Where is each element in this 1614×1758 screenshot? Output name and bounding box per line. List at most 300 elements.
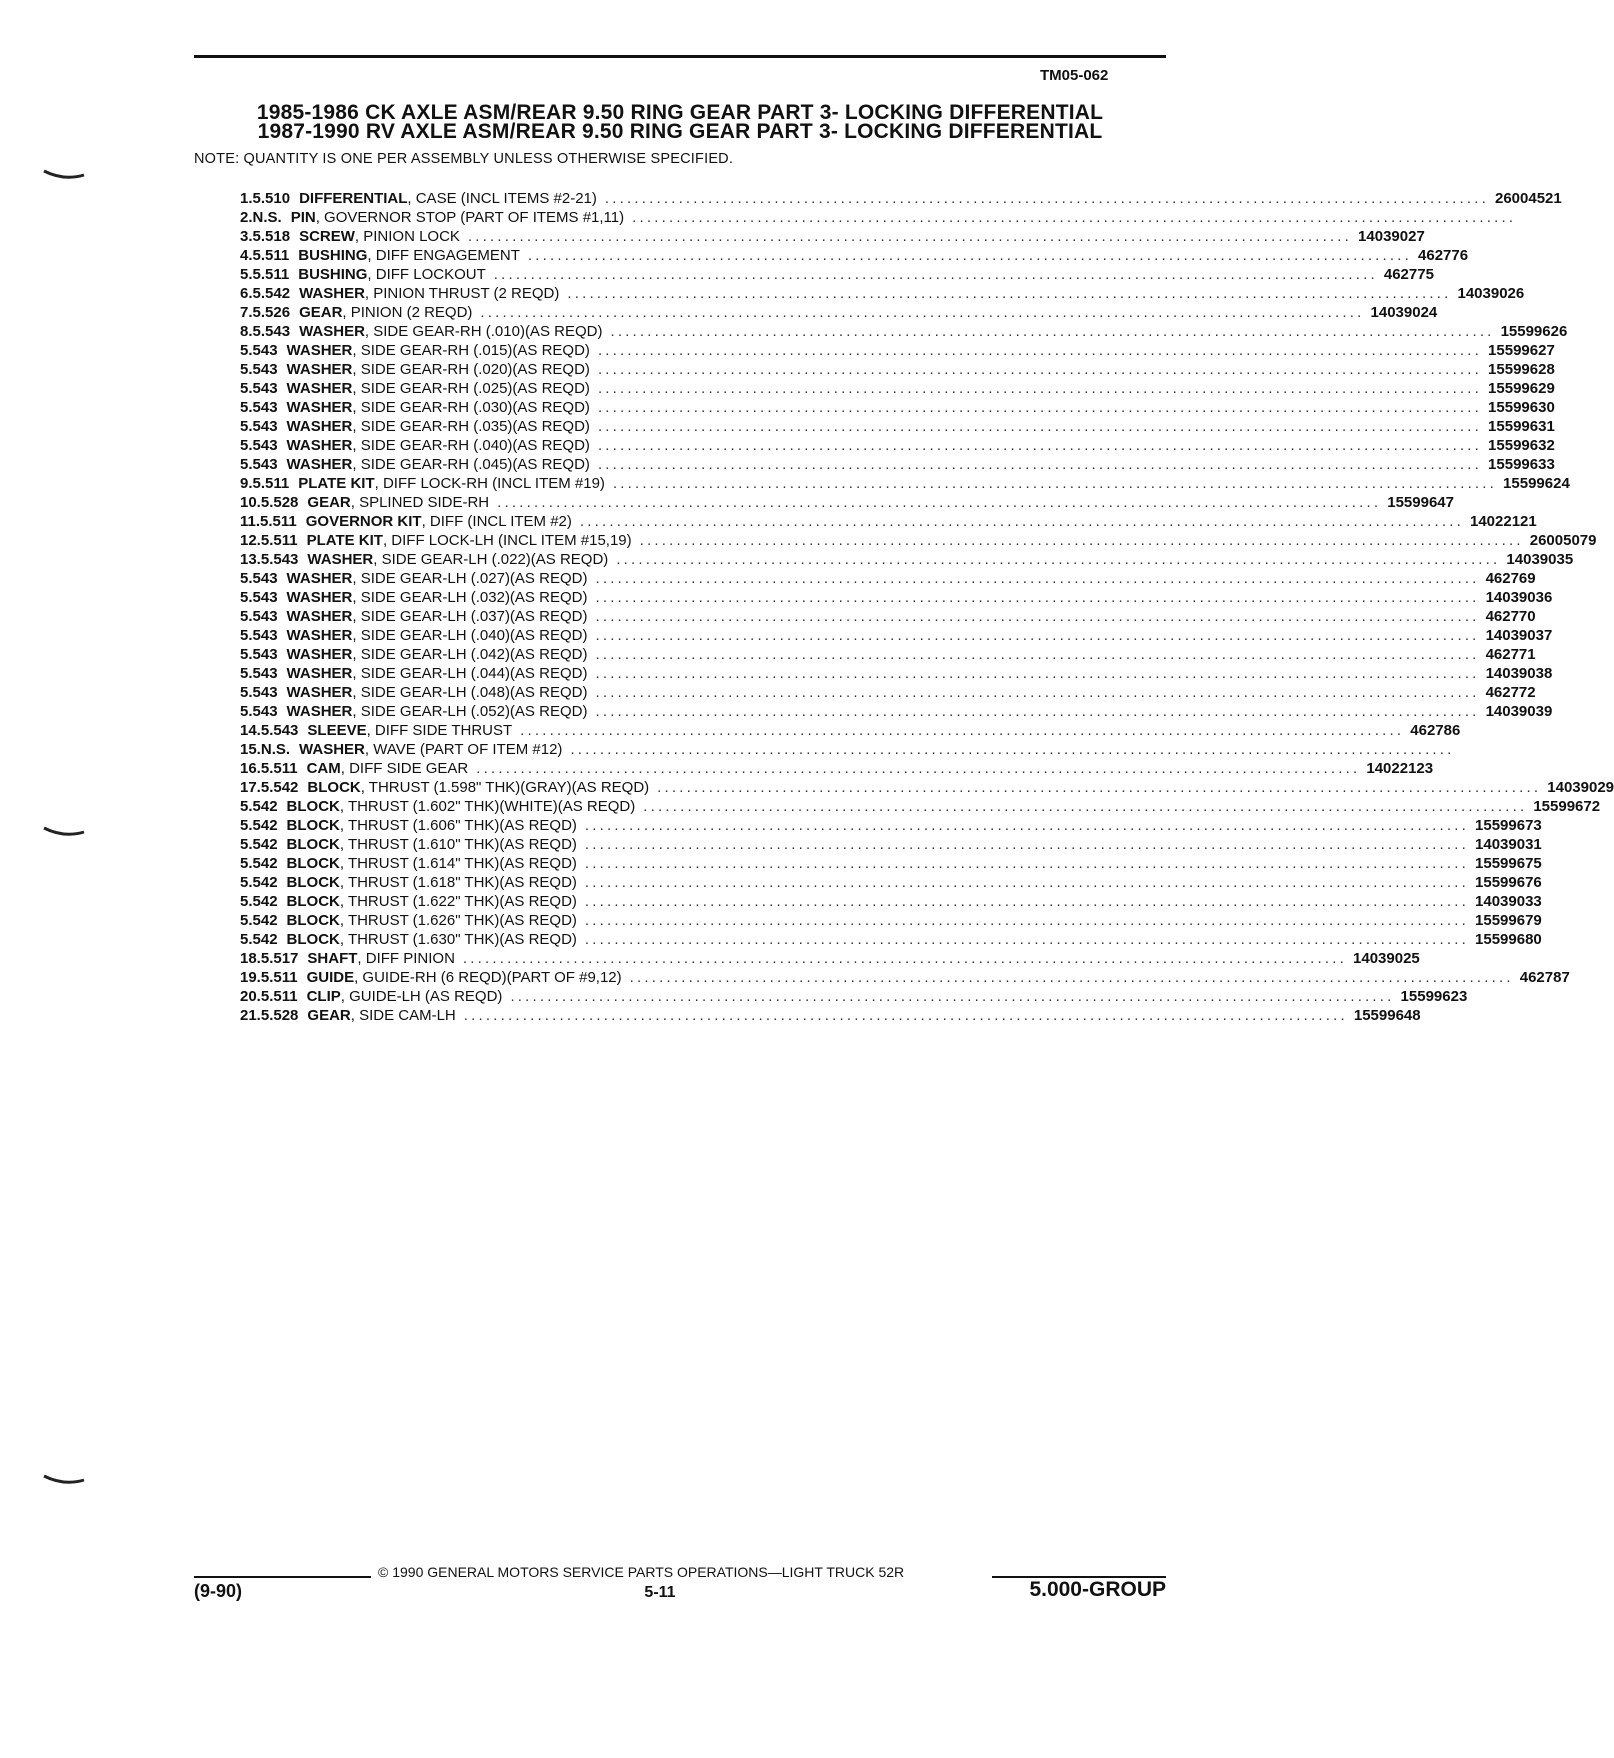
part-description [287,873,1475,892]
part-description [299,284,1457,303]
part-row [240,835,1542,854]
group-number: 5.511 [252,247,290,264]
part-row [240,721,1461,740]
doc-code: TM05-062 [1040,67,1109,84]
group-number: 5.543 [240,361,278,378]
revision-date: (9-90) [194,1581,243,1601]
dot-leader: ........................................................................................................................ [595,646,1480,663]
part-detail: , SIDE GEAR-RH (.010)(AS REQD) [364,323,603,340]
part-row [240,284,1525,303]
part-detail: , SIDE GEAR-LH (.027)(AS REQD) [352,570,588,587]
part-detail: , GOVERNOR STOP (PART OF ITEMS #1,11) [315,209,625,226]
item-number: 19. [240,969,261,986]
dot-leader: ........................................................................................................................ [584,931,1470,948]
part-row [240,417,1555,436]
dot-leader: ........................................................................................................................ [567,285,1452,302]
part-name: SCREW [299,228,355,245]
dot-leader: ........................................................................................................................ [584,912,1470,929]
part-detail: , SIDE GEAR-LH (.040)(AS REQD) [352,627,588,644]
part-detail: , CASE (INCL ITEMS #2-21) [407,190,597,207]
part-number: 14039025 [1353,950,1420,967]
part-name: WASHER [286,437,353,454]
item-number: 7. [240,304,253,321]
part-number: 15599626 [1500,323,1568,340]
part-description [307,968,1520,987]
part-description [287,683,1486,702]
part-detail: , THRUST (1.630" THK)(AS REQD) [339,931,577,948]
group-number: 5.511 [252,475,290,492]
part-name: BLOCK [286,931,340,948]
dot-leader: ........................................................................................................................ [597,437,1483,454]
part-number: 26005079 [1529,532,1597,549]
part-description [287,664,1486,683]
group-number: 5.511 [260,969,298,986]
footer-rule-left [194,1576,371,1578]
part-detail: , WAVE (PART OF ITEM #12) [364,741,563,758]
dot-leader: ........................................................................................................................ [520,722,1405,739]
dot-leader: ........................................................................................................................ [579,513,1464,530]
part-name: WASHER [286,399,353,416]
part-row [240,265,1434,284]
group-number: 5.542 [240,855,278,872]
part-description [299,322,1501,341]
top-rule [194,55,1166,58]
part-number: 14039035 [1506,551,1574,568]
part-number: 462776 [1418,247,1469,264]
item-number: 11. [240,513,261,530]
part-description [307,1006,1353,1025]
dot-leader: ........................................................................................................................ [597,361,1483,378]
part-name: CAM [306,760,341,777]
part-description [307,550,1506,569]
part-number: 15599676 [1475,874,1542,891]
group-number: 5.542 [252,285,291,302]
part-description [299,740,1461,759]
part-description [299,303,1370,322]
dot-leader: ........................................................................................................................ [597,418,1483,435]
group-number: 5.543 [240,627,278,644]
group-number: 5.543 [252,323,291,340]
part-name: GOVERNOR KIT [305,513,422,530]
part-row [240,1006,1421,1025]
item-number: 8. [240,323,253,340]
part-number: 15599679 [1475,912,1542,929]
part-row [240,455,1555,474]
part-description [287,797,1534,816]
part-detail: , DIFF LOCKOUT [367,266,486,283]
group-number: 5.526 [252,304,291,321]
part-description [287,379,1489,398]
part-description [287,588,1486,607]
part-row [240,474,1570,493]
dot-leader: ........................................................................................................................ [584,893,1470,910]
group-number: 5.542 [240,874,278,891]
dot-leader: ........................................................................................................................ [595,570,1480,587]
part-description [298,246,1418,265]
part-name: WASHER [286,703,353,720]
part-number: 15599633 [1488,456,1555,473]
part-detail: , SIDE GEAR-RH (.040)(AS REQD) [352,437,590,454]
part-row [240,968,1570,987]
dot-leader: ........................................................................................................................ [497,494,1382,511]
part-detail: , THRUST (1.618" THK)(AS REQD) [339,874,577,891]
part-description [287,702,1486,721]
part-row [240,341,1555,360]
item-number: 5. [240,266,253,283]
part-row [240,930,1542,949]
group-number: 5.543 [240,342,278,359]
dot-leader: ........................................................................................................................ [467,228,1353,245]
part-description [287,854,1475,873]
part-row [240,322,1568,341]
part-name: GEAR [307,494,351,511]
dot-leader: ........................................................................................................................ [616,551,1501,568]
part-number: 14039026 [1457,285,1525,302]
part-name: DIFFERENTIAL [299,190,408,207]
part-name: WASHER [286,361,353,378]
dot-leader: ........................................................................................................................ [584,855,1470,872]
item-number: 20. [240,988,261,1005]
group-number: 5.543 [240,646,278,663]
part-description [307,987,1401,1006]
part-detail: , PINION (2 REQD) [342,304,473,321]
part-number: 14039039 [1485,703,1553,720]
part-number: 462770 [1485,608,1536,625]
binder-hole-mark [42,1474,86,1484]
part-detail: , SIDE GEAR-LH (.022)(AS REQD) [373,551,609,568]
part-row [240,873,1542,892]
item-number: 17. [240,779,261,796]
binder-hole-mark [42,826,86,836]
part-row [240,303,1438,322]
part-name: BLOCK [286,855,340,872]
part-name: BLOCK [286,817,340,834]
quantity-note: NOTE: QUANTITY IS ONE PER ASSEMBLY UNLESS OTHERWISE SPECIFIED. [194,151,734,167]
part-detail: , SIDE GEAR-RH (.030)(AS REQD) [352,399,590,416]
part-row [240,398,1555,417]
group-number: 5.528 [260,1007,299,1024]
part-name: WASHER [286,342,353,359]
group-number: 5.518 [252,228,291,245]
part-number: 15599675 [1475,855,1542,872]
part-description [287,645,1486,664]
group-number: 5.517 [260,950,299,967]
part-detail: , SIDE GEAR-RH (.025)(AS REQD) [352,380,590,397]
part-row [240,778,1614,797]
part-row [240,379,1555,398]
group-number: N.S. [252,209,282,226]
part-number: 462787 [1519,969,1570,986]
part-row [240,664,1553,683]
item-number: 3. [240,228,253,245]
part-detail: , SIDE GEAR-LH (.042)(AS REQD) [352,646,588,663]
part-description [287,436,1489,455]
item-number: 6. [240,285,253,302]
part-row [240,816,1542,835]
dot-leader: ........................................................................................................................ [480,304,1365,321]
part-row [240,683,1536,702]
part-number: 14039038 [1485,665,1553,682]
dot-leader: ........................................................................................................................ [597,456,1483,473]
part-detail: , SIDE GEAR-RH (.045)(AS REQD) [352,456,590,473]
part-row [240,987,1468,1006]
item-number: 1. [240,190,253,207]
dot-leader: ........................................................................................................................ [510,988,1395,1005]
page-title-line-2: 1987-1990 RV AXLE ASM/REAR 9.50 RING GEAR PART 3- LOCKING DIFFERENTIAL [257,120,1103,143]
dot-leader: ........................................................................................................................ [595,665,1480,682]
part-number: 15599623 [1400,988,1468,1005]
part-row [240,702,1553,721]
part-name: PLATE KIT [306,532,383,549]
part-name: BLOCK [286,836,340,853]
part-name: BLOCK [307,779,361,796]
group-number: N.S. [260,741,291,758]
part-description [287,341,1489,360]
group-number: 5.543 [240,399,278,416]
item-number: 21. [240,1007,261,1024]
part-number: 26004521 [1495,190,1562,207]
part-name: WASHER [286,456,353,473]
part-number: 14039029 [1547,779,1614,796]
item-number: 15. [240,741,261,758]
dot-leader: ........................................................................................................................ [584,836,1470,853]
dot-leader: ........................................................................................................................ [639,532,1524,549]
dot-leader: ........................................................................................................................ [570,741,1455,758]
group-number: 5.543 [240,665,278,682]
part-detail: , SIDE GEAR-LH (.052)(AS REQD) [352,703,588,720]
part-row [240,189,1562,208]
page-number: 5-11 [644,1584,676,1601]
part-name: WASHER [307,551,374,568]
part-description [291,208,1523,227]
dot-leader: ........................................................................................................................ [595,589,1480,606]
part-description [287,417,1489,436]
dot-leader: ........................................................................................................................ [610,323,1495,340]
part-row [240,949,1420,968]
part-row [240,740,1455,759]
group-number: 5.542 [240,836,278,853]
part-detail: , SIDE GEAR-LH (.048)(AS REQD) [352,684,588,701]
part-name: SHAFT [307,950,358,967]
part-number: 462786 [1410,722,1461,739]
part-row [240,436,1555,455]
dot-leader: ........................................................................................................................ [476,760,1361,777]
dot-leader: ........................................................................................................................ [595,684,1480,701]
part-detail: , THRUST (1.610" THK)(AS REQD) [339,836,577,853]
part-number: 15599627 [1488,342,1555,359]
part-row [240,626,1553,645]
part-name: WASHER [286,589,353,606]
dot-leader: ........................................................................................................................ [597,380,1483,397]
group-number: 5.543 [240,380,278,397]
part-name: CLIP [306,988,341,1005]
part-name: WASHER [286,608,353,625]
part-row [240,759,1434,778]
part-detail: , SIDE CAM-LH [350,1007,456,1024]
part-name: WASHER [286,418,353,435]
part-description [307,949,1353,968]
dot-leader: ........................................................................................................................ [629,969,1514,986]
group-number: 5.511 [260,513,297,530]
part-detail: , GUIDE-LH (AS REQD) [340,988,503,1005]
part-number: 462771 [1485,646,1536,663]
group-number: 5.528 [260,494,299,511]
dot-leader: ........................................................................................................................ [462,950,1348,967]
part-detail: , DIFF ENGAGEMENT [367,247,520,264]
part-name: WASHER [286,684,353,701]
item-number: 12. [240,532,261,549]
part-description [307,721,1410,740]
part-detail: , PINION LOCK [354,228,460,245]
group-number: 5.543 [240,589,278,606]
part-detail: , SIDE GEAR-LH (.032)(AS REQD) [352,589,588,606]
part-name: GEAR [299,304,343,321]
part-description [307,531,1530,550]
part-description [299,189,1495,208]
part-description [299,227,1358,246]
dot-leader: ........................................................................................................................ [657,779,1542,796]
dot-leader: ........................................................................................................................ [493,266,1378,283]
part-number: 15599628 [1488,361,1555,378]
part-name: BUSHING [298,247,368,264]
group-number: 5.511 [260,760,298,777]
part-row [240,493,1454,512]
part-detail: , SIDE GEAR-LH (.044)(AS REQD) [352,665,588,682]
group-number: 5.542 [240,931,278,948]
part-number: 15599648 [1353,1007,1421,1024]
part-detail: , DIFF SIDE GEAR [340,760,469,777]
dot-leader: ........................................................................................................................ [584,817,1470,834]
dot-leader: ........................................................................................................................ [463,1007,1348,1024]
part-row [240,531,1597,550]
part-number: 14039033 [1475,893,1542,910]
item-number: 16. [240,760,261,777]
dot-leader: ........................................................................................................................ [595,627,1480,644]
part-number: 462769 [1485,570,1536,587]
part-row [240,854,1542,873]
part-detail: , DIFF LOCK-RH (INCL ITEM #19) [374,475,605,492]
part-description [287,930,1475,949]
part-name: BLOCK [286,874,340,891]
part-number: 15599624 [1503,475,1570,492]
part-name: PLATE KIT [298,475,375,492]
part-name: WASHER [299,285,365,302]
dot-leader: ........................................................................................................................ [595,703,1480,720]
part-name: WASHER [286,627,353,644]
part-number: 14039037 [1485,627,1553,644]
dot-leader: ........................................................................................................................ [612,475,1498,492]
parts-list [240,189,1614,1025]
part-detail: , DIFF PINION [357,950,455,967]
part-name: WASHER [286,570,353,587]
part-number: 15599673 [1475,817,1542,834]
part-row [240,588,1553,607]
page-title-line-1: 1985-1986 CK AXLE ASM/REAR 9.50 RING GEAR PART 3- LOCKING DIFFERENTIAL [256,101,1104,124]
item-number: 2. [240,209,253,226]
part-detail: , THRUST (1.598" THK)(GRAY)(AS REQD) [360,779,650,796]
part-description [306,512,1470,531]
part-row [240,550,1574,569]
part-detail: , GUIDE-RH (6 REQD)(PART OF #9,12) [354,969,622,986]
part-row [240,208,1517,227]
part-detail: , THRUST (1.606" THK)(AS REQD) [339,817,577,834]
part-name: GEAR [307,1007,351,1024]
dot-leader: ........................................................................................................................ [527,247,1413,264]
part-name: WASHER [299,741,365,758]
part-number: 14022121 [1470,513,1537,530]
group-number: 5.511 [260,988,298,1005]
part-description [287,911,1475,930]
part-name: BLOCK [286,798,340,815]
part-number: 14039036 [1485,589,1553,606]
part-detail: , SIDE GEAR-RH (.020)(AS REQD) [352,361,590,378]
group-number: 5.543 [260,722,299,739]
group-number: 5.543 [240,437,278,454]
part-description [287,626,1486,645]
group-number: 5.542 [240,912,278,929]
part-row [240,569,1536,588]
part-name: WASHER [286,646,353,663]
part-detail: , PINION THRUST (2 REQD) [364,285,560,302]
part-row [240,892,1542,911]
dot-leader: ........................................................................................................................ [632,209,1517,226]
group-number: 5.543 [240,418,278,435]
part-name: WASHER [286,380,353,397]
group-number: 5.510 [252,190,291,207]
part-description [287,360,1489,379]
part-number: 15599631 [1488,418,1555,435]
part-detail: , THRUST (1.614" THK)(AS REQD) [339,855,577,872]
copyright-notice: © 1990 GENERAL MOTORS SERVICE PARTS OPERATIONS—LIGHT TRUCK 52R [378,1564,905,1580]
item-number: 18. [240,950,261,967]
group-label: 5.000-GROUP [1029,1578,1166,1601]
group-number: 5.543 [240,703,278,720]
part-row [240,645,1536,664]
item-number: 10. [240,494,261,511]
group-number: 5.543 [240,456,278,473]
dot-leader: ........................................................................................................................ [584,874,1470,891]
dot-leader: ........................................................................................................................ [597,399,1483,416]
dot-leader: ........................................................................................................................ [643,798,1528,815]
part-number: 15599680 [1475,931,1542,948]
group-number: 5.542 [240,893,278,910]
part-number: 14039027 [1358,228,1425,245]
part-detail: , DIFF LOCK-LH (INCL ITEM #15,19) [382,532,632,549]
item-number: 4. [240,247,253,264]
part-name: WASHER [299,323,365,340]
part-number: 462772 [1485,684,1536,701]
group-number: 5.543 [240,684,278,701]
part-detail: , THRUST (1.602" THK)(WHITE)(AS REQD) [339,798,636,815]
part-description [298,474,1503,493]
part-description [287,398,1489,417]
part-name: BLOCK [286,912,340,929]
part-name: WASHER [286,665,353,682]
part-name: PIN [290,209,316,226]
part-name: SLEEVE [307,722,367,739]
group-number: 5.542 [240,817,278,834]
part-description [287,892,1475,911]
part-detail: , SIDE GEAR-LH (.037)(AS REQD) [352,608,588,625]
part-detail: , THRUST (1.622" THK)(AS REQD) [339,893,577,910]
part-row [240,607,1536,626]
group-number: 5.543 [240,608,278,625]
part-description [287,816,1475,835]
item-number: 9. [240,475,253,492]
item-number: 14. [240,722,261,739]
part-row [240,797,1601,816]
part-description [307,759,1367,778]
